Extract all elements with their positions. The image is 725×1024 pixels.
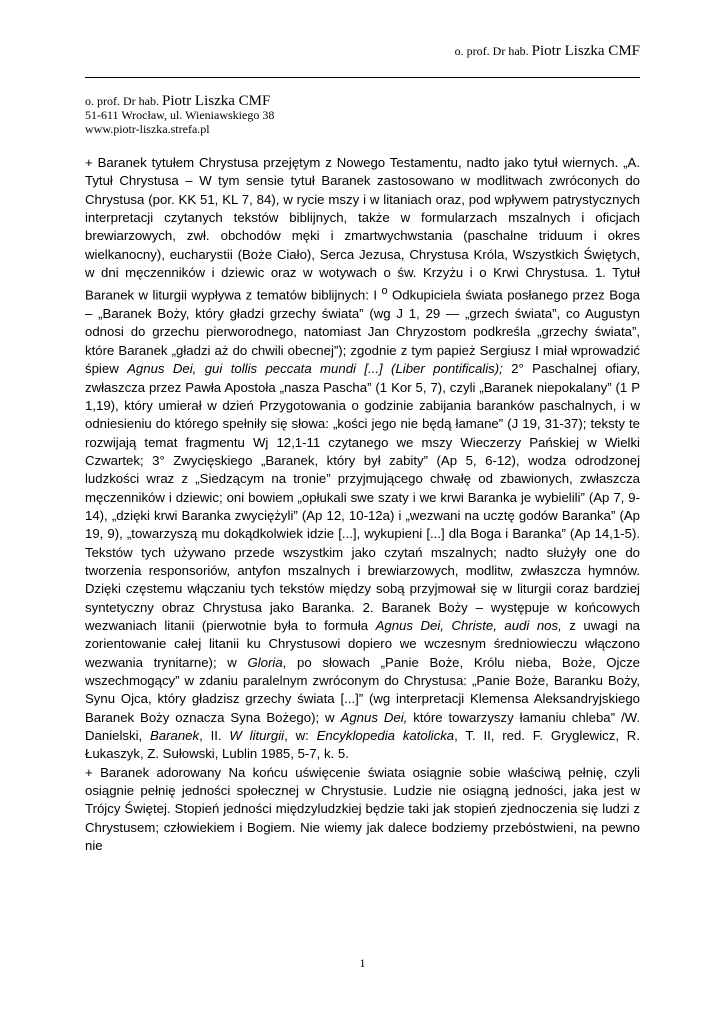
italic-text: Baranek [149,728,200,744]
address-block [85,94,274,136]
body-text [85,154,640,855]
address-website: www.piotr-liszka.strefa.pl [85,122,210,136]
header-divider [85,77,640,78]
paragraph [85,154,640,764]
italic-text: Agnus Dei, Christe, audi nos, [375,617,562,633]
address-title-prefix: o. prof. Dr hab. [85,94,159,108]
address-street: 51-611 Wrocław, ul. Wieniawskiego 38 [85,108,275,122]
text-segment: , w: [284,728,317,744]
text-segment: + Baranek adorowany Na końcu uświęcenie świata osiągnie sobie właściwą pełnię, czyli osiągnie pełnię jedności społecznej w Chrystusie. Ludzie nie osiągną jedności, jaka jest w Trójcy Świętej. Stopień jedności międzyludzkiej będzie taki jak stopień zjednoczenia się ludzi z Chrystusem; człowiekiem i Bogiem. Nie wiemy jak dalece bodziemy przebóstwieni, na pewno nie [85,764,640,854]
italic-text: Gloria [247,654,283,670]
paragraph [85,764,640,856]
superscript-text: o [381,285,388,298]
header-author-name: Piotr Liszka CMF [531,43,640,59]
text-segment: które towarzyszy łamaniu chleba” /W. Danielski, [85,709,640,744]
text-segment: , II. [199,728,230,744]
italic-text: Encyklopedia katolicka [316,728,455,744]
address-author-name: Piotr Liszka CMF [161,93,271,109]
page-number: 1 [359,956,366,970]
italic-text: Agnus Dei, gui tollis peccata mundi [...] (Liber pontificalis); [127,361,503,377]
text-segment: z uwagi na zorientowanie całej litanii ku Chrystusowi dopiero we wczesnym średniowieczu włączono wezwania trynitarne); w [85,617,640,670]
italic-text: Agnus Dei, [340,709,408,725]
text-segment: , po słowach „Panie Boże, Królu nieba, Boże, Ojcze wszechmogący” w zdaniu paralelnym zwróconym do Chrystusa: „Panie Boże, Baranku Boży, Synu Ojca, który gładzisz grzechy świata [...]” (wg interpretacji Klemensa Aleksandryjskiego Baranek Boży oznacza Syna Bożego); w [85,654,641,725]
italic-text: W liturgii [229,728,285,744]
text-segment: 2° Paschalnej ofiary, zwłaszcza przez Pawła Apostoła „nasza Pascha” (1 Kor 5, 7), czyli „Baranek niepokalany” (1 P 1,19), który umierał w dzień Przygotowania o godzinie zabijania baranków paschalnych, i w odniesieniu do którego spełniły się słowa: „kości jego nie będą łamane” (J 19, 31-37); teksty te rozwijają temat fragmentu Wj 12,1-11 czytanego we mszy Wieczerzy Pańskiej w Wielki Czwartek; 3° Zwycięskiego „Baranek, który był zabity” (Ap 5, 6-12), wodza odrodzonej ludzkości wraz z „Siedzącym na tronie” przyjmującego chwałę od zbawionych, zwłaszcza męczenników i dziewic; oni bowiem „opłukali swe szaty i we krwi Baranka je wybielili” (Ap 7, 9-14), „dzięki krwi Baranka zwyciężyli” (Ap 12, 10-12a) i „wezwani na ucztę godów Baranka” (Ap 19, 9), „towarzyszą mu dokądkolwiek idzie [...], wykupieni [...] dla Boga i Baranka” (Ap 14,1-5). Tekstów tych używano przede wszystkim jako czytań mszalnych; nadto służyły one do tworzenia responsoriów, antyfon mszalnych i brewiarzowych, modlitw, zwłaszcza hymnów. Dzięki częstemu włączaniu tych tekstów między sobą przyjmował się w liturgii coraz bardziej syntetyczny obraz Chrystusa jako Baranka. 2. Baranek Boży – występuje w końcowych wezwaniach litanii (pierwotnie była to formuła [85,361,641,633]
text-segment: , T. II, red. F. Gryglewicz, R. Łukaszyk, Z. Sułowski, Lublin 1985, 5-7, k. 5. [85,728,640,762]
page-header [455,43,640,60]
address-author-line [85,94,274,108]
header-title-prefix: o. prof. Dr hab. [454,44,529,58]
text-segment: Odkupiciela świata posłanego przez Boga – „Baranek Boży, który gładzi grzechy świata” (wg J 1, 29 — „grzech świata”, co Augustyn odnosi do grzechu pierworodnego, natomiast Jan Chryzostom podkreśla „grzechy świata”, które Baranek „gładzi aż do chwili obecnej”); zgodnie z tym papież Sergiusz I miał wprowadzić śpiew [85,287,640,377]
text-segment: + Baranek tytułem Chrystusa przejętym z Nowego Testamentu, nadto jako tytuł wiernych. „A. Tytuł Chrystusa – W tym sensie tytuł Baranek zastosowano w modlitwach zwróconych do Chrystusa (por. KK 51, KL 7, 84), w rycie mszy i w litaniach oraz, pod wpływem patrystycznych interpretacji czytanych tekstów biblijnych, także w formularzach mszalnych i oficjach brewiarzowych, zwł. obchodów męki i zmartwychwstania (paschalne triduum i okres wielkanocny), eucharystii (Boże Ciało), Serca Jezusa, Chrystusa Króla, Wszystkich Świętych, w dni męczenników i dziewic oraz w wotywach o św. Krzyżu i o Krwi Chrystusa. 1. Tytuł Baranek w liturgii wypływa z tematów biblijnych: I [85,155,640,303]
